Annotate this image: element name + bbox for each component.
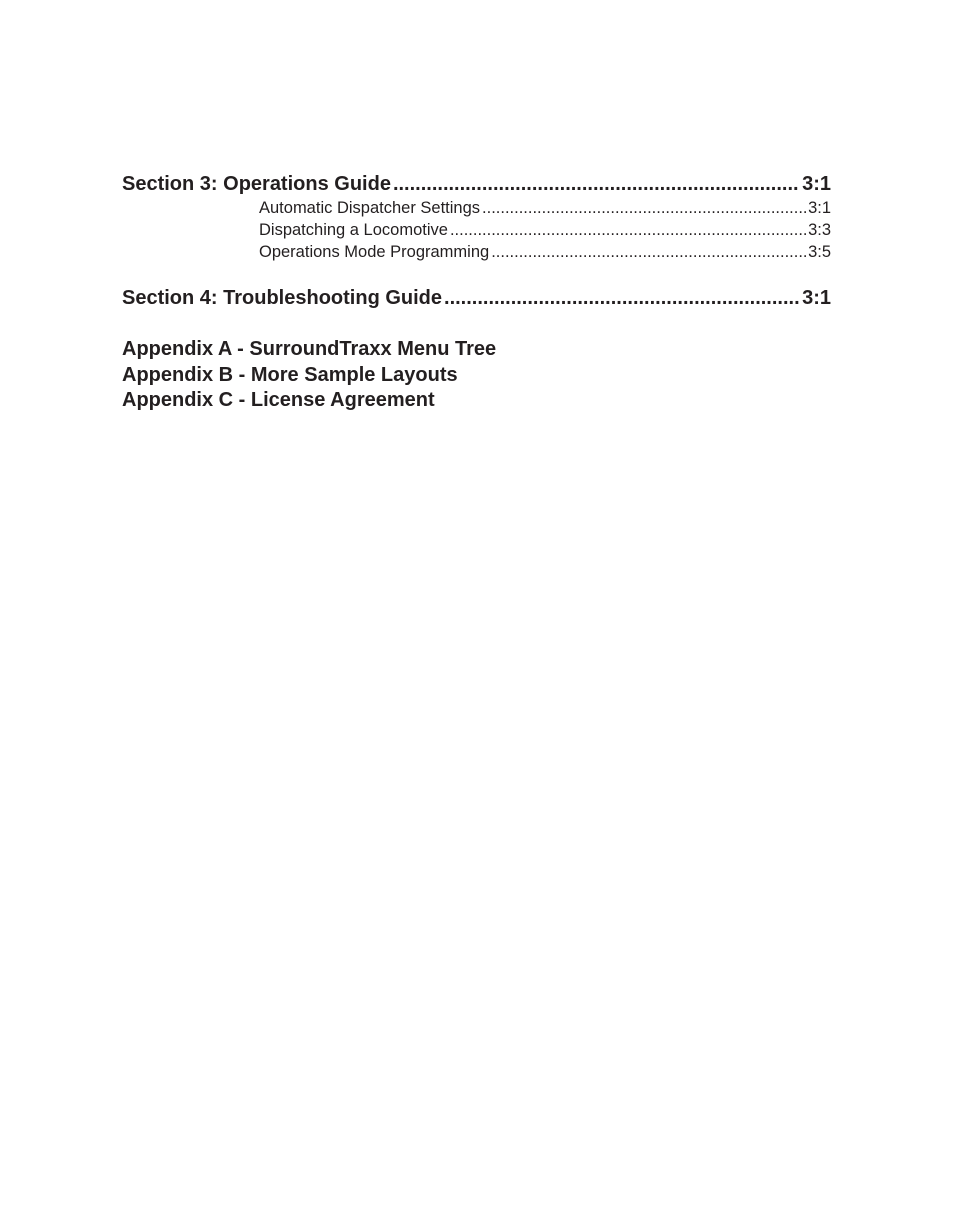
toc-section-title: Section 4: Troubleshooting Guide xyxy=(122,287,443,309)
toc-section-4[interactable] xyxy=(122,286,831,311)
toc-page-number: 3:3 xyxy=(808,221,831,239)
toc-section-3[interactable] xyxy=(122,172,831,197)
toc-subsection-title: Operations Mode Programming xyxy=(259,243,490,261)
dot-leader xyxy=(450,219,806,241)
spacer xyxy=(122,263,831,286)
toc-page-number: 3:1 xyxy=(802,173,831,195)
dot-leader xyxy=(393,172,800,197)
toc-page-number: 3:1 xyxy=(808,199,831,217)
toc-appendix-a[interactable]: Appendix A - SurroundTraxx Menu Tree xyxy=(122,338,497,360)
toc-subsection-automatic-dispatcher-settings[interactable] xyxy=(259,197,831,219)
toc-appendix-b[interactable]: Appendix B - More Sample Layouts xyxy=(122,363,458,386)
toc-page-number: 3:1 xyxy=(802,287,831,309)
dot-leader xyxy=(491,241,806,263)
toc-page-number: 3:5 xyxy=(808,243,831,261)
dot-leader xyxy=(444,286,800,311)
toc-appendix-c[interactable]: Appendix C - License Agreement xyxy=(122,389,435,411)
table-of-contents xyxy=(122,172,831,414)
toc-subsection-dispatching-a-locomotive[interactable] xyxy=(259,219,831,241)
spacer xyxy=(122,311,831,337)
toc-subsection-title: Automatic Dispatcher Settings xyxy=(259,199,481,217)
toc-subsection-operations-mode-programming[interactable] xyxy=(259,241,831,263)
dot-leader xyxy=(482,197,806,219)
toc-section-title: Section 3: Operations Guide xyxy=(122,173,391,195)
toc-subsection-title: Dispatching a Locomotive xyxy=(259,221,448,239)
